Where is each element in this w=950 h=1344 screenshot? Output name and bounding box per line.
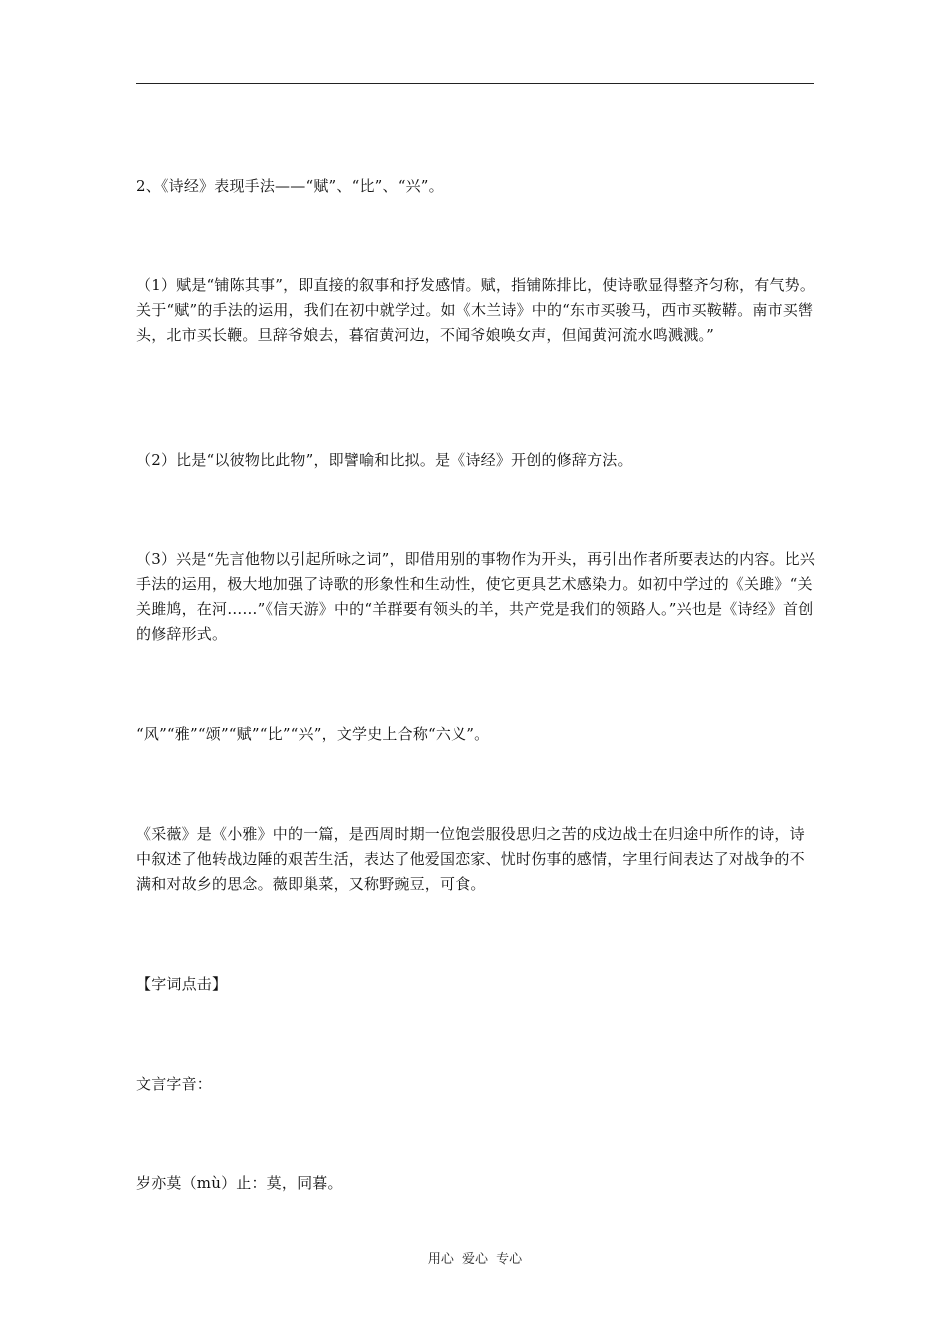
section-heading-expression-techniques: 2、《诗经》表现手法——“赋”、“比”、“兴”。 [136, 177, 444, 195]
paragraph-caiwei-intro: 《采薇》是《小雅》中的一篇，是西周时期一位饱尝服役思归之苦的戍边战士在归途中所作的诗，诗中叙述了他转战边陲的艰苦生活，表达了他爱国恋家、忧时伤事的感情，字里行间表达了对战争的不满和对故乡的思念。薇即巢菜，又称野豌豆，可食。 [136, 825, 805, 893]
paragraph-fu: （1）赋是“铺陈其事”，即直接的叙事和抒发感情。赋，指铺陈排比，使诗歌显得整齐匀称，有气势。关于“赋”的手法的运用，我们在初中就学过。如《木兰诗》中的“东市买骏马，西市买鞍鞯。南市买辔头，北市买长鞭。旦辞爷娘去，暮宿黄河边，不闻爷娘唤女声，但闻黄河流水鸣溅溅。” [136, 276, 816, 344]
paragraph-liuyi: “风”“雅”“颂”“赋”“比”“兴”，文学史上合称“六义”。 [136, 725, 490, 743]
vocabulary-item: 岁亦莫（mù）止：莫，同暮。 [136, 1174, 343, 1192]
paragraph-xing: （3）兴是“先言他物以引起所咏之词”，即借用别的事物作为开头，再引出作者所要表达的内容。比兴手法的运用，极大地加强了诗歌的形象性和生动性，使它更具艺术感染力。如初中学过的《关雎》“关关雎鸠，在河……”《信天游》中的“羊群要有领头的羊，共产党是我们的领路人。”兴也是《诗经》首创的修辞形式。 [136, 550, 816, 643]
subheading-pronunciation: 文言字音： [136, 1075, 213, 1093]
page-footer: 用心 爱心 专心 [427, 1252, 523, 1267]
section-heading-vocabulary: 【字词点击】 [136, 975, 228, 993]
paragraph-bi: （2）比是“以彼物比此物”，即譬喻和比拟。是《诗经》开创的修辞方法。 [136, 451, 633, 469]
header-rule [136, 83, 814, 84]
